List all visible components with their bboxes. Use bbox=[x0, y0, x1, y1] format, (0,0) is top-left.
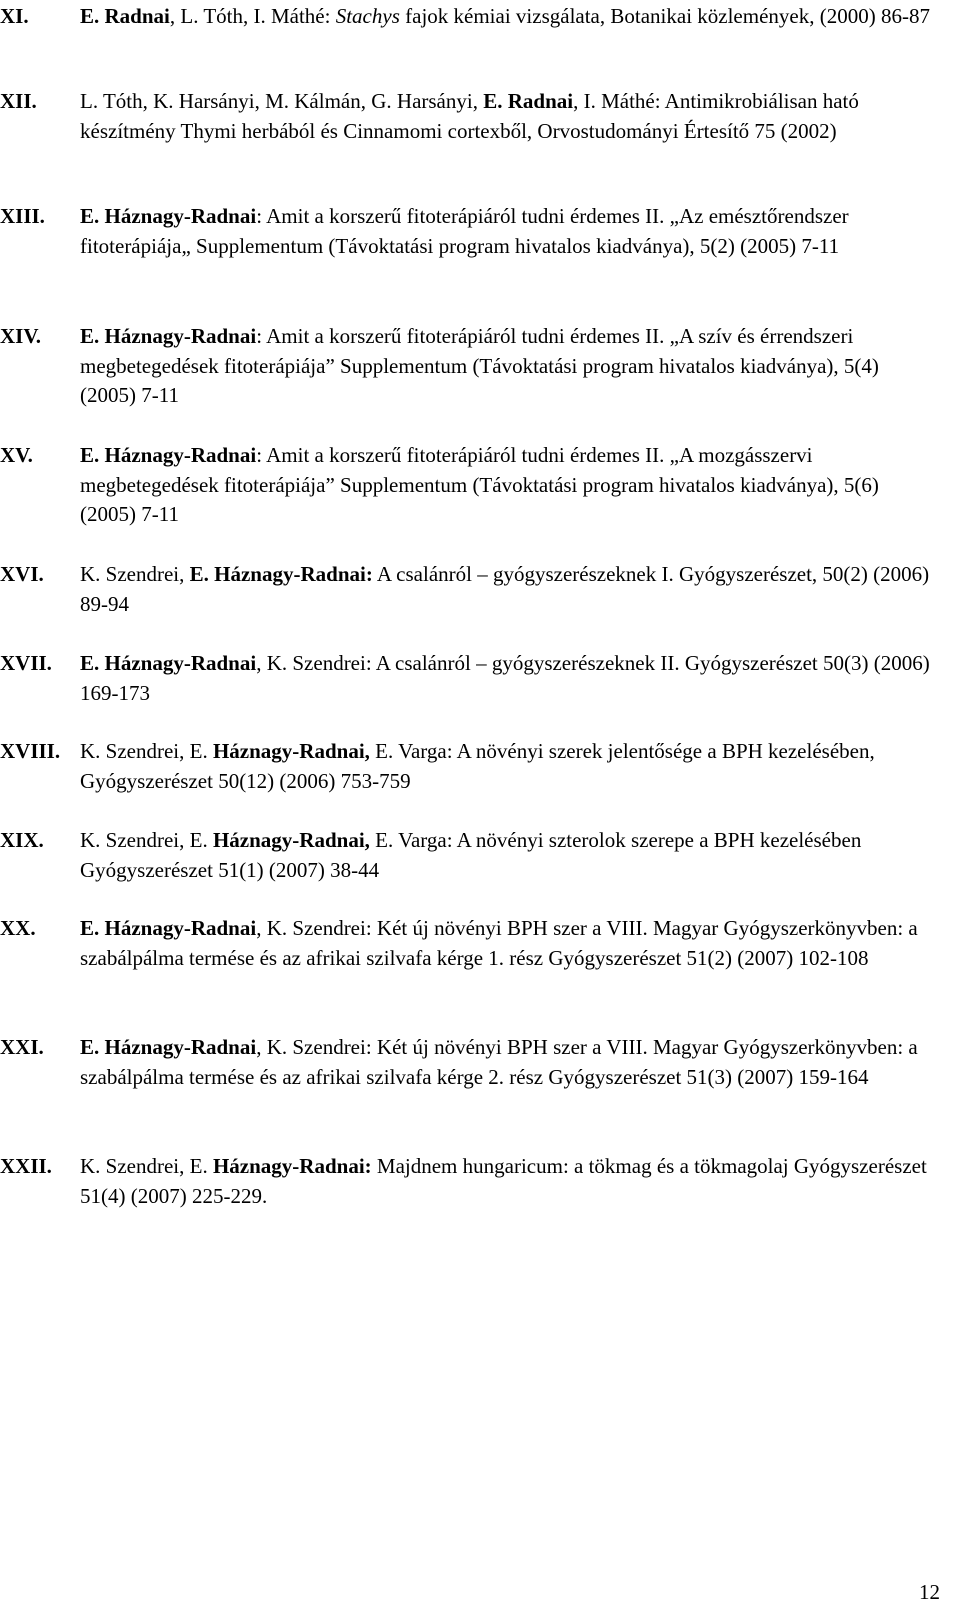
entry-text-segment: L. Tóth, K. Harsányi, M. Kálmán, G. Harsányi, bbox=[80, 89, 484, 113]
entry-text-segment: : Amit a korszerű fitoterápiáról tudni érdemes II. „A mozgásszervi megbetegedések fitoterápiája” Supplementum (Távoktatási program hivatalos kiadványa), 5(6) (2005) 7-11 bbox=[80, 443, 885, 526]
author-name: E. Háznagy-Radnai bbox=[80, 1035, 257, 1059]
entry-number: XXI. bbox=[0, 1035, 44, 1059]
species-name: Stachys bbox=[335, 4, 400, 28]
entry-text bbox=[80, 914, 940, 973]
author-name: E. Radnai bbox=[483, 89, 574, 113]
entry-number: XVII. bbox=[0, 651, 52, 675]
entry-text-segment: , K. Szendrei: Két új növényi BPH szer a VIII. Magyar Gyógyszerkönyvben: a szabálpálma termése és az afrikai szilvafa kérge 1. rész Gyógyszerészet 51(2) (2007) 102-108 bbox=[80, 916, 923, 970]
entry-text-segment: K. Szendrei, bbox=[80, 562, 190, 586]
entry-number: XI. bbox=[0, 4, 29, 28]
author-name: E. Radnai bbox=[80, 4, 170, 28]
author-name: Háznagy-Radnai, bbox=[212, 828, 370, 852]
entry-text bbox=[80, 87, 940, 146]
entry-number: XII. bbox=[0, 89, 37, 113]
entry-text-segment: E. Varga: A növényi szerek jelentősége a BPH kezelésében, Gyógyszerészet 50(12) (2006) 753-759 bbox=[80, 739, 880, 793]
entry-text bbox=[80, 826, 940, 885]
entry-text-segment: , I. Máthé: Antimikrobiálisan ható készítmény Thymi herbából és Cinnamomi cortexből, Orvostudományi Értesítő 75 (2002) bbox=[80, 89, 865, 143]
author-name: E. Háznagy-Radnai bbox=[80, 651, 257, 675]
entry-text-segment: A csalánról – gyógyszerészeknek I. Gyógyszerészet, 50(2) (2006) 89-94 bbox=[80, 562, 935, 616]
author-name: E. Háznagy-Radnai bbox=[80, 204, 257, 228]
entry-number: XX. bbox=[0, 916, 36, 940]
entry-number: XVI. bbox=[0, 562, 44, 586]
entry-number: XIII. bbox=[0, 204, 45, 228]
entry-number: XVIII. bbox=[0, 739, 61, 763]
entry-text-segment: K. Szendrei, E. bbox=[80, 828, 213, 852]
entry-text bbox=[80, 560, 940, 619]
entry-text-segment: fajok kémiai vizsgálata, Botanikai közlemények, (2000) 86-87 bbox=[399, 4, 930, 28]
entry-text-segment: : Amit a korszerű fitoterápiáról tudni érdemes II. „A szív és érrendszeri megbetegedések fitoterápiája” Supplementum (Távoktatási program hivatalos kiadványa), 5(4) (2005) 7-11 bbox=[80, 324, 885, 407]
entry-text-segment: , L. Tóth, I. Máthé: bbox=[169, 4, 336, 28]
entry-text bbox=[80, 2, 940, 32]
entry-text bbox=[80, 1152, 940, 1211]
entry-number: XXII. bbox=[0, 1154, 52, 1178]
entry-text-segment: K. Szendrei, E. bbox=[80, 739, 213, 763]
author-name: E. Háznagy-Radnai bbox=[80, 916, 257, 940]
author-name: E. Háznagy-Radnai bbox=[80, 443, 257, 467]
entry-text bbox=[80, 737, 940, 796]
entry-text-segment: , K. Szendrei: A csalánról – gyógyszerészeknek II. Gyógyszerészet 50(3) (2006) 169-173 bbox=[80, 651, 935, 705]
entry-text-segment: K. Szendrei, E. bbox=[80, 1154, 213, 1178]
entry-text bbox=[80, 322, 940, 411]
page-number: 12 bbox=[919, 1580, 940, 1604]
entry-text-segment: , K. Szendrei: Két új növényi BPH szer a VIII. Magyar Gyógyszerkönyvben: a szabálpálma termése és az afrikai szilvafa kérge 2. rész Gyógyszerészet 51(3) (2007) 159-164 bbox=[80, 1035, 923, 1089]
entry-text-segment: Majdnem hungaricum: a tökmag és a tökmagolaj Gyógyszerészet 51(4) (2007) 225-229. bbox=[80, 1154, 933, 1208]
author-name: E. Háznagy-Radnai bbox=[80, 324, 257, 348]
author-name: Háznagy-Radnai, bbox=[212, 739, 370, 763]
entry-number: XIV. bbox=[0, 324, 42, 348]
author-name: E. Háznagy-Radnai: bbox=[189, 562, 373, 586]
entry-text-segment: E. Varga: A növényi szterolok szerepe a BPH kezelésében Gyógyszerészet 51(1) (2007) 38-44 bbox=[80, 828, 867, 882]
entry-text bbox=[80, 1033, 940, 1092]
entry-text bbox=[80, 649, 940, 708]
entry-text bbox=[80, 202, 940, 261]
entry-number: XIX. bbox=[0, 828, 44, 852]
entry-number: XV. bbox=[0, 443, 33, 467]
author-name: Háznagy-Radnai: bbox=[212, 1154, 372, 1178]
entry-text bbox=[80, 441, 940, 530]
entry-text-segment: : Amit a korszerű fitoterápiáról tudni érdemes II. „Az emésztőrendszer fitoterápiája„ Supplementum (Távoktatási program hivatalos kiadványa), 5(2) (2005) 7-11 bbox=[80, 204, 854, 258]
